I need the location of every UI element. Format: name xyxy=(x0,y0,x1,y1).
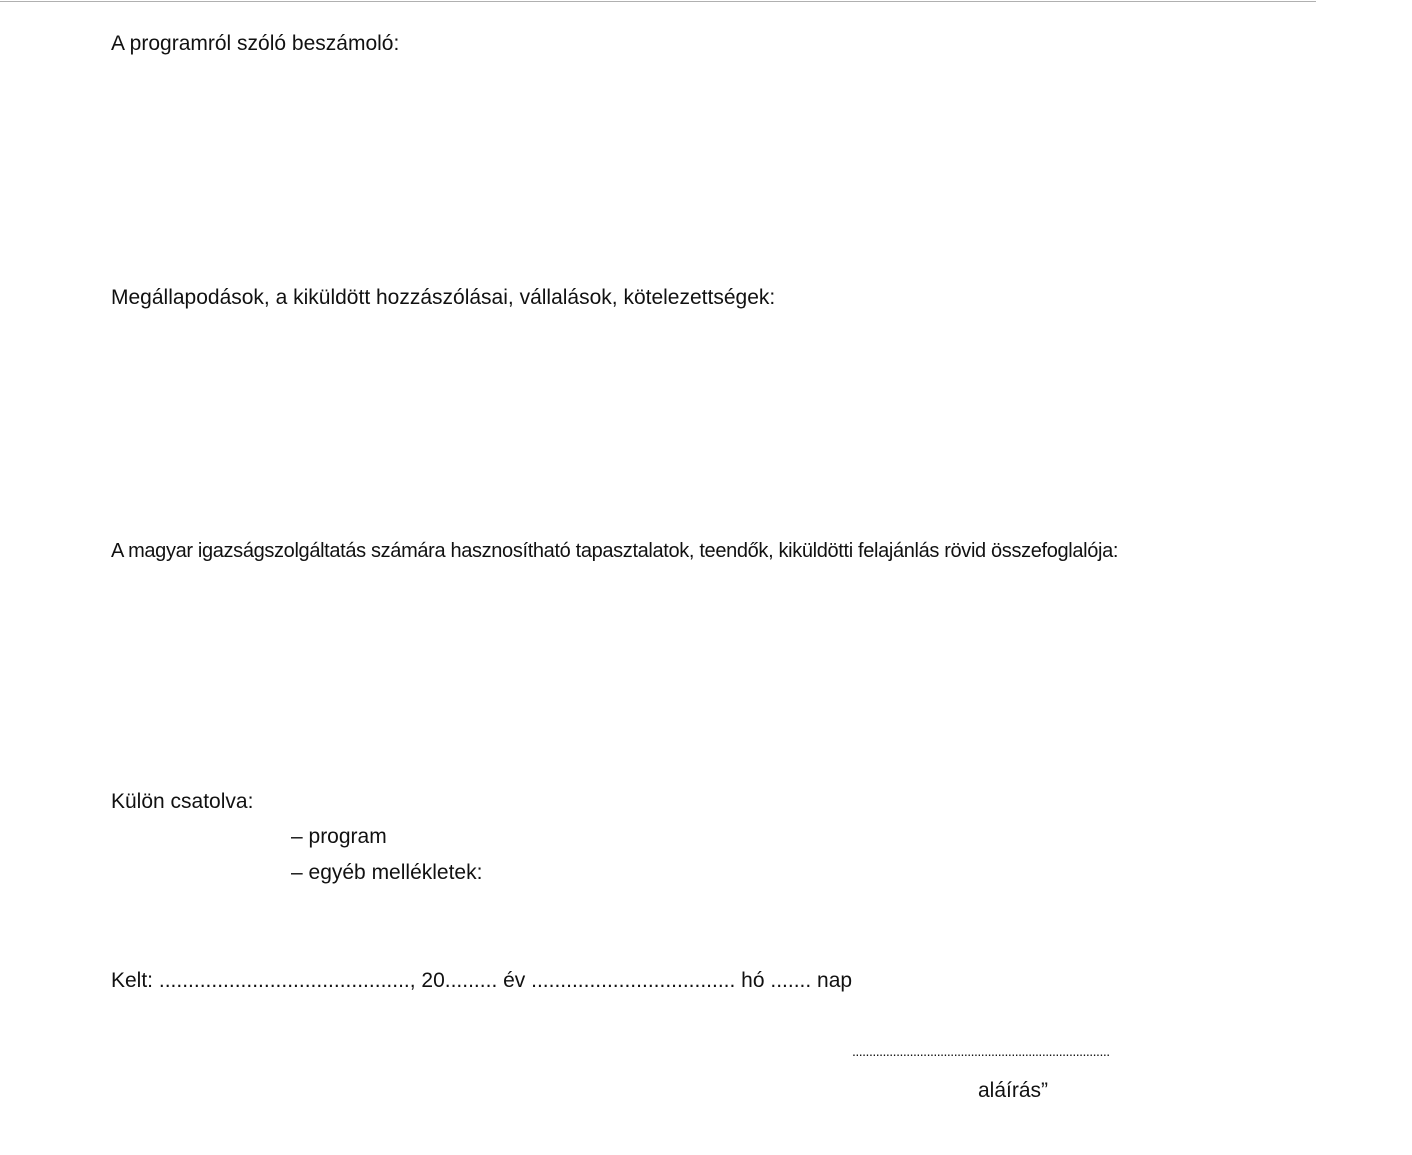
signature-line: ............................................................................ xyxy=(852,1043,1110,1059)
attachments-list xyxy=(291,824,482,896)
signature-block xyxy=(852,1042,1174,1104)
section-heading-report: A programról szóló beszámoló: xyxy=(111,32,400,55)
top-divider xyxy=(0,1,1316,2)
date-line: Kelt: ..........................................., 20......... év ................................... hó ....... nap xyxy=(111,969,853,992)
attachments-label: Külön csatolva: xyxy=(111,790,254,813)
section-heading-agreements: Megállapodások, a kiküldött hozzászólásai, vállalások, kötelezettségek: xyxy=(111,286,776,309)
attachment-item-program: – program xyxy=(291,825,387,848)
signature-label: aláírás” xyxy=(977,1079,1049,1102)
section-heading-summary: A magyar igazságszolgáltatás számára hasznosítható tapasztalatok, teendők, kiküldötti felajánlás rövid összefoglalója: xyxy=(111,540,1119,562)
attachment-item-other: – egyéb mellékletek: xyxy=(291,861,483,884)
